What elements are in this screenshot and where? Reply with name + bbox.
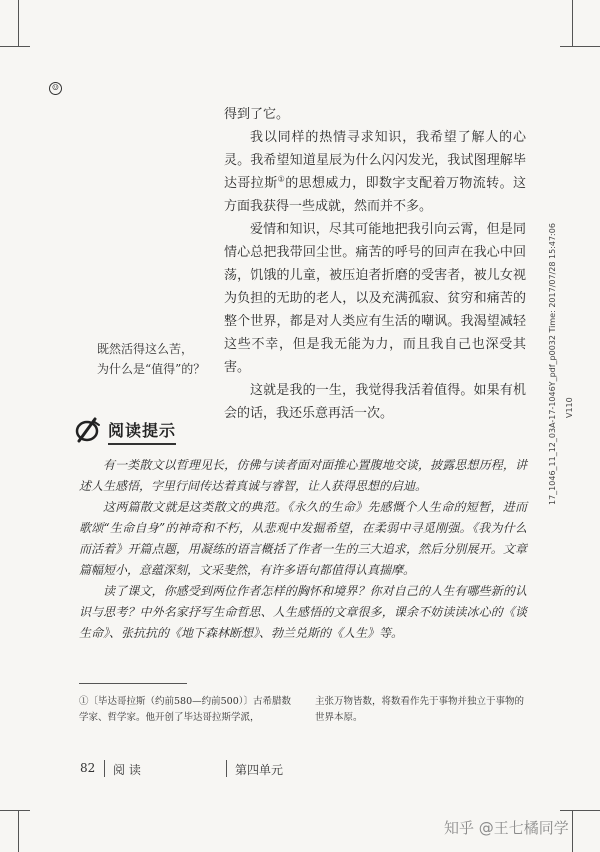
footnote-left-column: ①〔毕达哥拉斯（约前580—约前500）〕古希腊数学家、哲学家。他开创了毕达哥拉斯学派，	[79, 696, 292, 723]
margin-question-line-1: 既然活得这么苦，	[97, 342, 194, 356]
hint-paragraph-1: 有一类散文以哲理见长，仿佛与读者面对面推心置腹地交谈，披露思想历程，讲述人生感悟，字里行间传达着真诚与睿智，让人获得思想的启迪。	[79, 458, 527, 493]
print-page-code: V110	[565, 397, 574, 418]
footer-separator	[104, 760, 105, 777]
footnote-ref[interactable]: ①	[277, 174, 286, 184]
crop-mark-top-left-v	[18, 0, 19, 46]
margin-question-line-2: 为什么是“值得”的？	[97, 362, 206, 376]
crop-mark-bottom-left-h	[0, 810, 30, 811]
page-number: 82	[80, 761, 96, 775]
margin-question	[97, 339, 217, 379]
print-job-code: 17_1046_11_12_03A-17-1046Y_pdf_p0032 Time: 2017/07/28 15:47:06	[548, 223, 557, 505]
footnote-right-column: 主张万物皆数，将数看作先于事物并独立于事物的世界本原。	[315, 696, 525, 723]
crop-mark-bottom-right-h	[560, 810, 600, 811]
hint-paragraph-3: 读了课文，你感受到两位作者怎样的胸怀和境界？你对自己的人生有哪些新的认识与思考？中外名家抒写生命哲思、人生感悟的文章很多，课余不妨读读冰心的《谈生命》、张抗抗的《地下森林断想》、勃兰兑斯的《人生》等。	[79, 584, 527, 640]
crop-mark-bottom-right-v	[572, 810, 573, 852]
paragraph-conclusion: 这就是我的一生，我觉得我活着值得。如果有机会的话，我还乐意再活一次。	[224, 383, 526, 421]
footnote-divider	[79, 683, 187, 684]
footer-section: 阅 读	[113, 763, 141, 777]
reading-hint-title: 阅读提示	[108, 418, 176, 445]
reading-hint-icon	[74, 416, 102, 444]
crop-mark-top-right-v	[572, 0, 573, 46]
watermark: 知乎 @王七橘同学	[444, 819, 569, 837]
reading-hint-body	[79, 455, 527, 644]
main-text	[224, 103, 526, 425]
footer-unit: 第四单元	[235, 763, 284, 777]
crop-mark-top-left-h	[0, 46, 30, 47]
hint-paragraph-2: 这两篇散文就是这类散文的典范。《永久的生命》先感慨个人生命的短暂，进而歌颂“生命自身”的神奇和不朽，从悲观中发掘希望，在柔弱中寻觅刚强。《我为什么而活着》开篇点题，用凝练的语言概括了作者一生的三大追求，然后分别展开。文章篇幅短小，意蕴深刻，文采斐然，有许多语句都值得认真揣摩。	[79, 500, 527, 577]
crop-mark-bottom-left-v	[18, 810, 19, 852]
paragraph-knowledge: 我以同样的热情寻求知识，我希望了解人的心灵。我希望知道星辰为什么闪闪发光，我试图理解毕达哥拉斯①的思想威力，即数字支配着万物流转。这方面我获得一些成就，然而并不多。	[224, 130, 526, 214]
footer-separator	[226, 760, 227, 777]
paragraph-compassion: 爱情和知识，尽其可能地把我引向云霄，但是同情心总把我带回尘世。痛苦的呼号的回声在我心中回荡，饥饿的儿童，被压迫者折磨的受害者，被儿女视为负担的无助的老人，以及充满孤寂、贫穷和痛苦的整个世界，都是对人类应有生活的嘲讽。我渴望减轻这些不幸，但是我无能为力，而且我自己也深受其害。	[224, 222, 526, 375]
paragraph-continued: 得到了它。	[224, 107, 290, 122]
crop-mark-top-right-h	[560, 46, 600, 47]
smiley-icon: ☺	[49, 82, 62, 95]
reading-hint-header	[74, 416, 204, 446]
